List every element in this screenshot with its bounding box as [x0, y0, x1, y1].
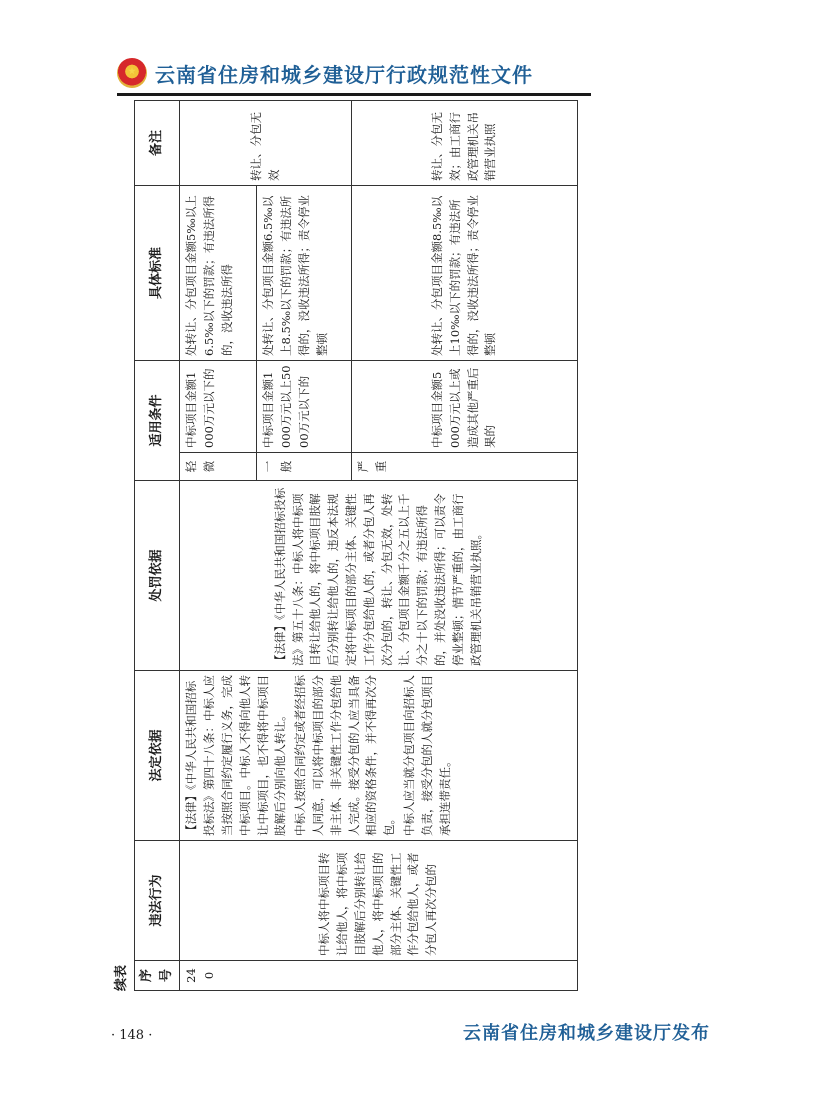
- table-row-level-1: [180, 100, 257, 990]
- cell-standard: 处转让、分包项目金额5‰以上6.5‰以下的罚款；有违法所得的，没收违法所得: [180, 185, 257, 360]
- col-header-behavior: 违法行为: [135, 841, 180, 961]
- header-rule: [117, 93, 591, 96]
- table-header-row: [135, 100, 180, 990]
- cell-note: 转让、分包无效；由工商行政管理机关吊销营业执照: [352, 100, 578, 185]
- col-header-standard: 具体标准: [135, 185, 180, 360]
- page-number: · 148 ·: [111, 1028, 153, 1043]
- legal-basis-paragraph: 中标人按照合同约定或者经招标人同意，可以将中标项目的部分非主体、非关键性工作分包给他人完成。接受分包的人应当具备相应的资格条件，并不得再次分包。: [293, 675, 397, 836]
- col-header-seq: 序号: [135, 961, 180, 991]
- legal-basis-paragraph: 中标人应当就分包项目向招标人负责，接受分包的人就分包项目承担连带责任。: [402, 675, 452, 836]
- cell-condition: 中标项目金额1000万元以下的: [180, 360, 257, 452]
- publisher-footer: 云南省住房和城乡建设厅发布: [463, 1023, 710, 1044]
- legal-basis-paragraph: 【法律】《中华人民共和国招标投标法》第四十八条：中标人应当按照合同约定履行义务，完成中标项目。中标人不得向他人转让中标项目，也不得将中标项目肢解后分别向他人转让。: [184, 675, 288, 836]
- document-series-title: 云南省住房和城乡建设厅行政规范性文件: [155, 62, 533, 87]
- continued-label: 续表: [114, 964, 129, 991]
- document-header: [117, 55, 533, 91]
- cell-note: 转让、分包无效: [180, 100, 352, 185]
- cell-seq: 240: [180, 961, 578, 991]
- cell-condition: 中标项目金额5000万元以上或造成其他严重后果的: [352, 360, 578, 452]
- cell-legal-basis: [180, 671, 578, 841]
- cell-penalty-basis: 【法律】《中华人民共和国招标投标法》第五十八条：中标人将中标项目转让给他人的，将中标项目肢解后分别转让给他人的，违反本法规定将中标项目的部分主体、关键性工作分包给他人的，或者分包人再次分包的，转让、分包无效，处转让、分包项目金额千分之五以上千分之十以下的罚款；有违法所得的，并处没收违法所得；可以责令停业整顿；情节严重的，由工商行政管理机关吊销营业执照。: [180, 481, 578, 671]
- cell-standard: 处转让、分包项目金额8.5‰以上10‰以下的罚款；有违法所得的，没收违法所得；责令停业整顿: [352, 185, 578, 360]
- cell-condition: 中标项目金额1000万元以上5000万元以下的: [257, 360, 352, 452]
- cell-level: 轻微: [180, 453, 257, 481]
- col-header-penalty-basis: 处罚依据: [135, 481, 180, 671]
- cell-behavior: 中标人将中标项目转让给他人，将中标项目肢解后分别转让给他人，将中标项目的部分主体、关键性工作分包给他人，或者分包人再次分包的: [180, 841, 578, 961]
- cell-standard: 处转让、分包项目金额6.5‰以上8.5‰以下的罚款；有违法所得的，没收违法所得；责令停业整顿: [257, 185, 352, 360]
- col-header-note: 备注: [135, 100, 180, 185]
- penalty-standard-table: [134, 100, 578, 991]
- rotated-table-area: [112, 101, 586, 991]
- col-header-condition: 适用条件: [135, 360, 180, 480]
- cell-level: 严重: [352, 453, 578, 481]
- cell-level: 一般: [257, 453, 352, 481]
- col-header-legal-basis: 法定依据: [135, 671, 180, 841]
- national-emblem-icon: [117, 58, 147, 88]
